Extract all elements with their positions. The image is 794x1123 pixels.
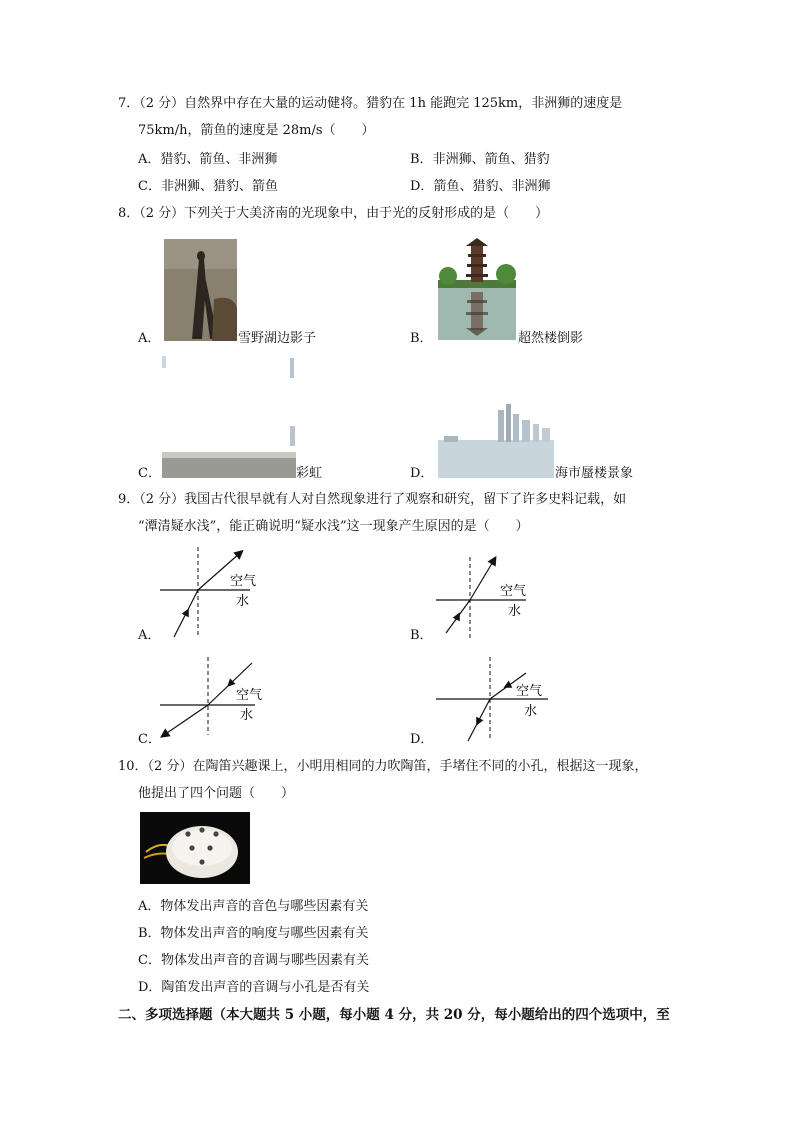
q9-option-b-letter: B． <box>410 628 433 643</box>
q7-option-a: A．猎豹、箭鱼、非洲狮 <box>138 152 278 167</box>
q10-stem-line2: 他提出了四个问题（ ） <box>138 786 295 801</box>
q8-photo-rainbow <box>162 356 296 478</box>
q9-stem-line1: 9．（2 分）我国古代很早就有人对自然现象进行了观察和研究，留下了许多史料记载，如 <box>118 492 627 507</box>
q7-option-c: C．非洲狮、猎豹、箭鱼 <box>138 179 278 194</box>
q9-option-a-letter: A． <box>138 628 161 643</box>
q10-stem-line1: 10．（2 分）在陶笛兴趣课上，小明用相同的力吹陶笛，手堵住不同的小孔，根据这一现象， <box>118 759 648 774</box>
q9-diagram-b <box>436 555 546 645</box>
q8-photo-tower-reflection <box>438 234 516 340</box>
q9-diagram-d <box>436 655 556 745</box>
q9-b-label-air: 空气 <box>500 584 527 599</box>
section2-heading: 二、多项选择题（本大题共 5 小题，每小题 4 分，共 20 分，每小题给出的四个选项中，至 <box>118 1007 670 1023</box>
q8-option-d-letter: D． <box>410 466 434 481</box>
q8-option-d-caption: 海市蜃楼景象 <box>555 466 634 481</box>
q10-option-b: B．物体发出声音的响度与哪些因素有关 <box>138 926 369 941</box>
q8-option-b-letter: B． <box>410 331 433 346</box>
q9-diagram-c <box>160 655 270 740</box>
q9-diagram-a <box>160 545 270 645</box>
q9-a-label-water: 水 <box>236 594 250 609</box>
q8-option-a-caption: 雪野湖边影子 <box>238 331 317 346</box>
q7-option-d: D．箭鱼、猎豹、非洲狮 <box>410 179 551 194</box>
q9-c-label-air: 空气 <box>236 688 263 703</box>
q10-photo-ocarina <box>140 812 250 884</box>
q9-option-d-letter: D． <box>410 732 434 747</box>
q8-option-c-letter: C． <box>138 466 161 481</box>
q8-photo-lake-shadow <box>164 239 237 341</box>
q9-stem-line2: “潭清疑水浅”，能正确说明“疑水浅”这一现象产生原因的是（ ） <box>138 519 529 534</box>
q9-option-c-letter: C． <box>138 732 161 747</box>
q10-option-d: D．陶笛发出声音的音调与小孔是否有关 <box>138 980 370 995</box>
q10-option-c: C．物体发出声音的音调与哪些因素有关 <box>138 953 369 968</box>
q9-b-label-water: 水 <box>508 604 522 619</box>
q8-option-a-letter: A． <box>138 331 161 346</box>
q9-c-label-water: 水 <box>240 708 254 723</box>
q9-d-label-air: 空气 <box>516 684 543 699</box>
q7-stem-line2: 75km/h，箭鱼的速度是 28m/s（ ） <box>138 123 375 138</box>
q9-d-label-water: 水 <box>524 704 538 719</box>
q10-option-a: A．物体发出声音的音色与哪些因素有关 <box>138 899 369 914</box>
q9-a-label-air: 空气 <box>230 574 257 589</box>
q7-option-b: B．非洲狮、箭鱼、猎豹 <box>410 152 550 167</box>
q8-stem: 8．（2 分）下列关于大美济南的光现象中，由于光的反射形成的是（ ） <box>118 206 549 221</box>
q8-photo-mirage <box>438 400 554 478</box>
q7-stem-line1: 7．（2 分）自然界中存在大量的运动健将。猎豹在 1h 能跑完 125km，非洲狮的速度是 <box>118 96 623 111</box>
q8-option-b-caption: 超然楼倒影 <box>518 331 584 346</box>
q8-option-c-caption: 彩虹 <box>296 466 323 481</box>
